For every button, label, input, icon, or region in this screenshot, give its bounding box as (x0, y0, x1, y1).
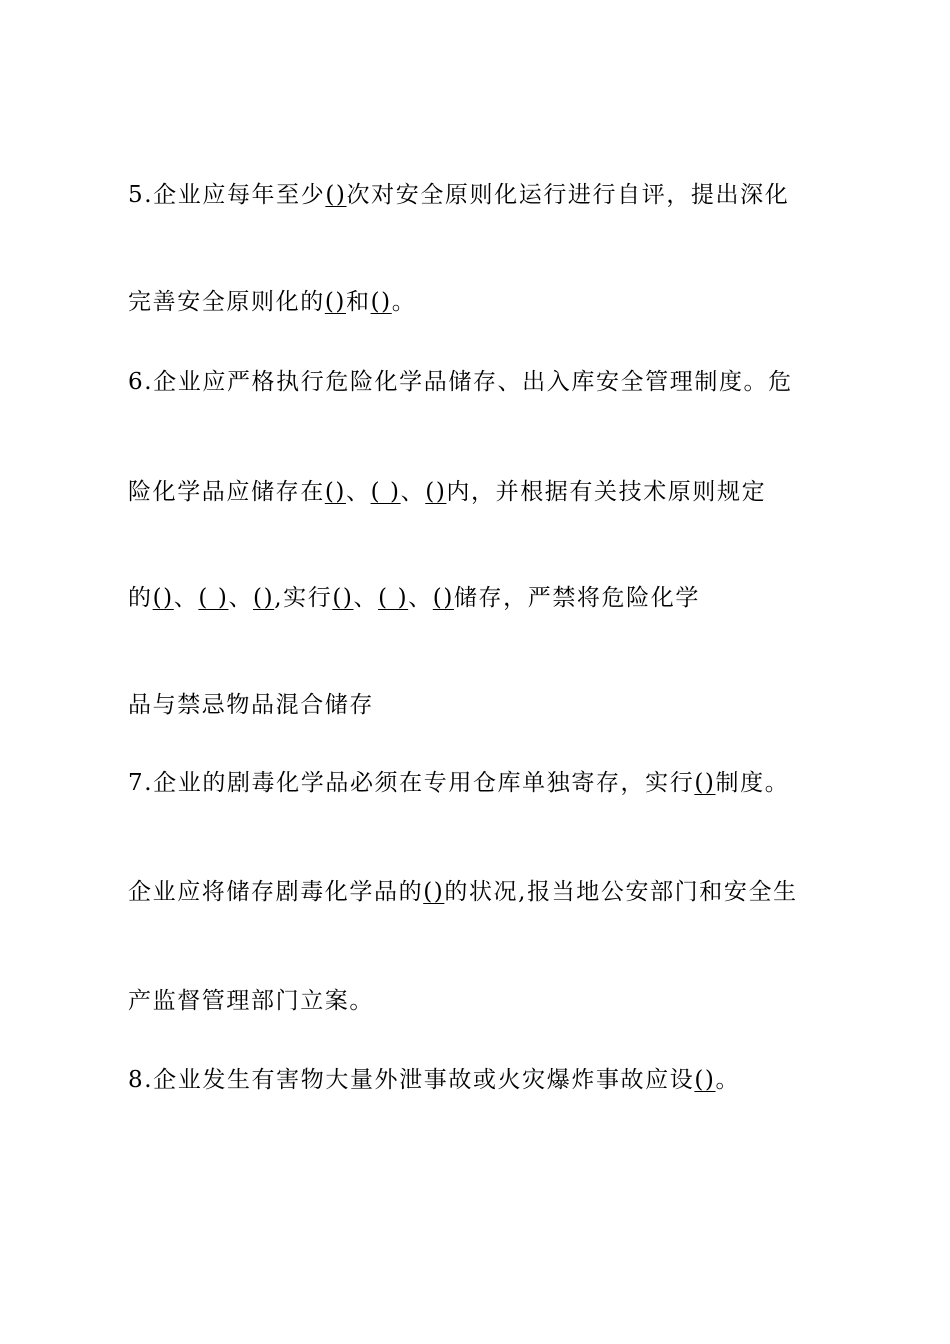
q7-line-1 (128, 768, 838, 798)
answer-blank: () (370, 289, 392, 315)
q6-line-2 (128, 477, 838, 507)
text-segment: 内，并根据有关技术原则规定 (446, 479, 767, 505)
text-segment: 7.企业的剧毒化学品必须在专用仓库单独寄存，实行 (128, 770, 695, 796)
answer-blank: () (694, 1067, 716, 1093)
text-segment: 、 (228, 585, 254, 611)
answer-blank: () (152, 585, 174, 611)
answer-blank: () (432, 585, 454, 611)
text-segment: 储存，严禁将危险化学 (453, 585, 700, 611)
text-segment: 、 (345, 479, 371, 505)
q5-line-1 (128, 180, 838, 210)
text-segment: 品与禁忌物品混合储存 (128, 692, 374, 718)
text-segment: 、 (353, 585, 379, 611)
text-segment: 完善安全原则化的 (128, 289, 325, 315)
text-segment: 5.企业应每年至少 (128, 182, 326, 208)
answer-blank: () (332, 585, 354, 611)
text-segment: 和 (345, 289, 371, 315)
q6-line-1 (128, 367, 838, 397)
answer-blank: () (253, 585, 275, 611)
answer-blank: () (324, 479, 346, 505)
text-segment: 的 (128, 585, 153, 611)
text-segment: 。 (391, 289, 417, 315)
answer-blank: () (324, 289, 346, 315)
text-segment: 8.企业发生有害物大量外泄事故或火灾爆炸事故应设 (128, 1067, 695, 1093)
q7-line-3 (128, 986, 838, 1016)
q5-line-2 (128, 287, 838, 317)
text-segment: ,实行 (274, 585, 333, 611)
answer-blank: () (325, 182, 347, 208)
answer-blank: ( ) (370, 479, 401, 505)
q7-line-2 (128, 877, 838, 907)
q6-line-4 (128, 690, 838, 720)
answer-blank: ( ) (198, 585, 229, 611)
text-segment: 次对安全原则化运行进行自评，提出深化 (346, 182, 790, 208)
text-segment: 险化学品应储存在 (128, 479, 325, 505)
text-segment: 、 (408, 585, 433, 611)
answer-blank: () (694, 770, 716, 796)
q8-line-1 (128, 1065, 838, 1095)
answer-blank: () (425, 479, 447, 505)
text-segment: 产监督管理部门立案。 (128, 988, 374, 1014)
text-segment: 的状况,报当地公安部门和安全生 (444, 879, 798, 905)
text-segment: 。 (715, 1067, 741, 1093)
text-segment: 6.企业应严格执行危险化学品储存、出入库安全管理制度。危 (128, 369, 793, 395)
text-segment: 、 (173, 585, 199, 611)
answer-blank: ( ) (378, 585, 409, 611)
text-segment: 企业应将储存剧毒化学品的 (128, 879, 424, 905)
answer-blank: () (423, 879, 445, 905)
text-segment: 、 (400, 479, 426, 505)
text-segment: 制度。 (715, 770, 790, 796)
q6-line-3 (128, 583, 838, 613)
